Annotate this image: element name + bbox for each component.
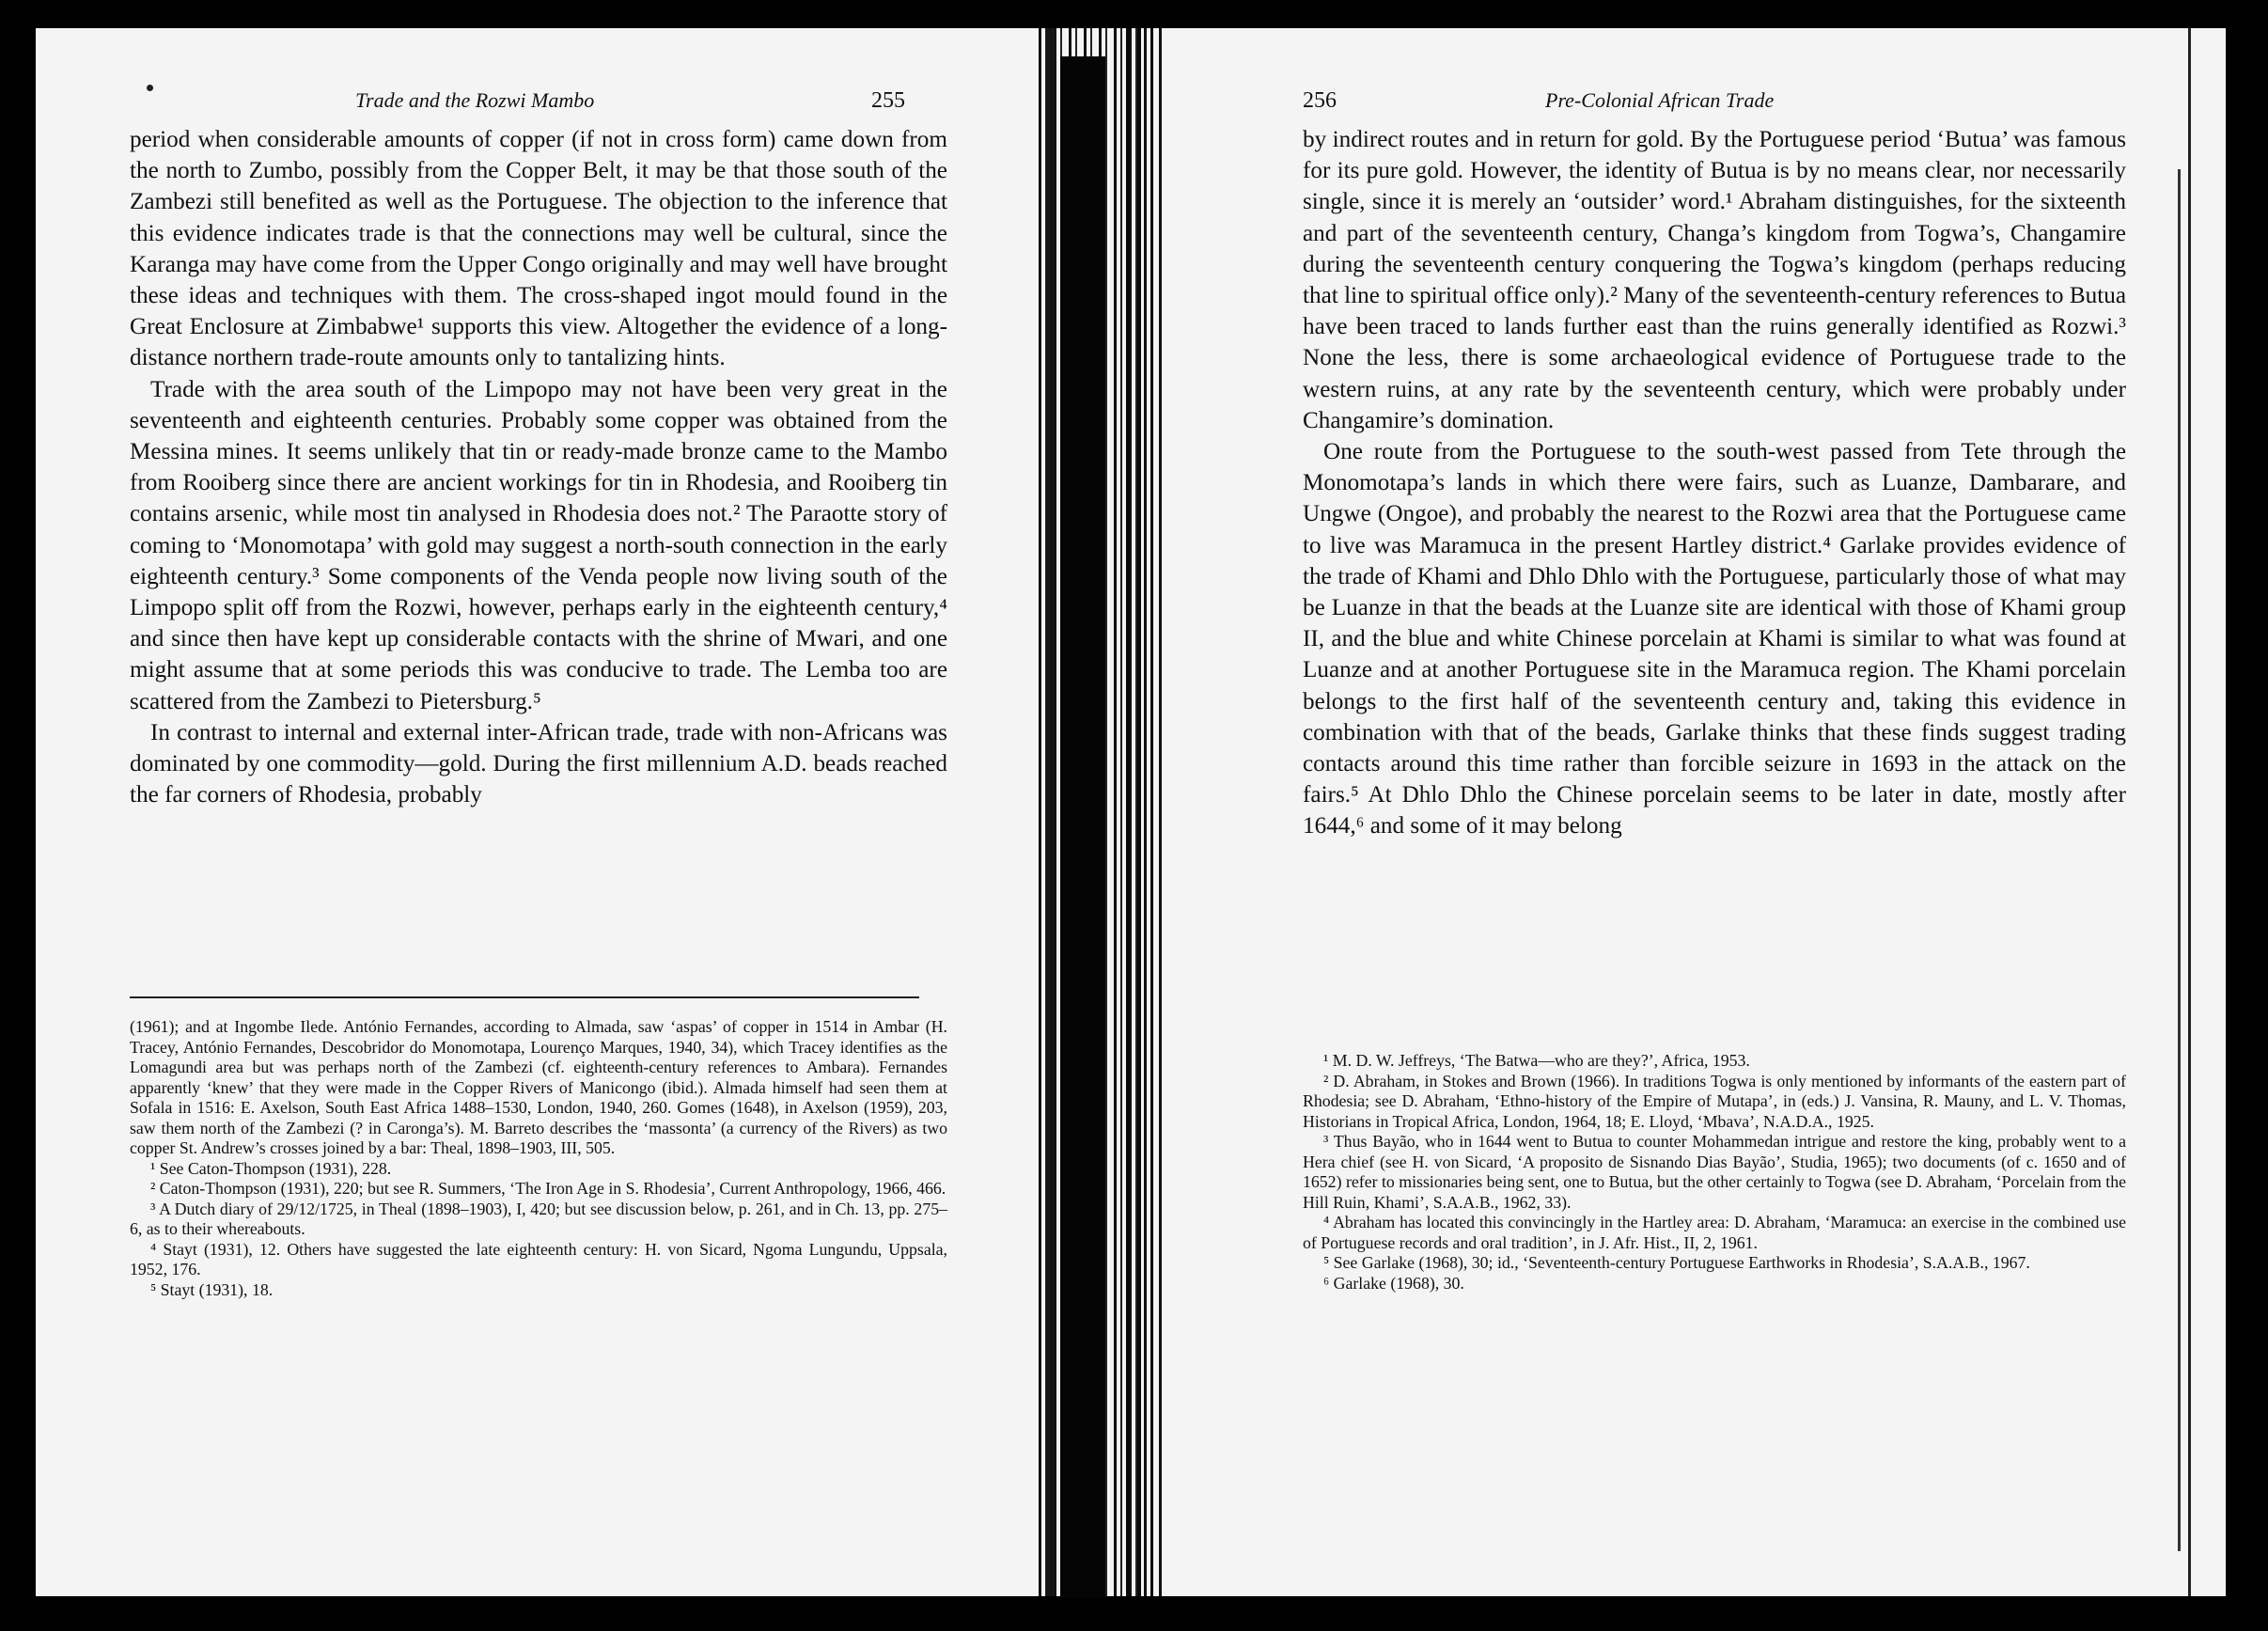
left-paragraph-1: period when considerable amounts of copper (if not in cross form) came down from the north to Zumbo, possibly from the Copper Belt, it may be that those south of the Zambezi still benefited as well as the Portuguese. The objection to the inference that this evidence indicates trade is that the connections may well be cultural, since the Karanga may have come from the Upper Congo originally and may well have brought these ideas and techniques with them. The cross-shaped ingot mould found in the Great Enclosure at Zimbabwe¹ supports this view. Altogether the evidence of a long-distance northern trade-route amounts only to tantalizing hints. bbox=[130, 127, 947, 371]
left-footnote-4: ⁴ Stayt (1931), 12. Others have suggested the late eighteenth century: H. von Sicard, Ngoma Lungundu, Uppsala, 1952, 176. bbox=[130, 1239, 947, 1278]
left-footnote-continued: (1961); and at Ingombe Ilede. António Fernandes, according to Almada, saw ‘aspas’ of copper in 1514 in Ambar (H. Tracey, António Fernandes, Descobridor do Monomotapa, Lourenço Marques, 1940, 34), which Tracey identifies as the Lomagundi area but was perhaps north of the Zambezi (cf. eighteenth-century references to Ambara). Fernandes apparently ‘knew’ that they were made in the Copper Rivers of Manicongo (ibid.). Almada himself had seen them at Sofala in 1516: E. Axelson, South East Africa 1488–1530, London, 1940, 260. Gomes (1648), in Axelson (1959), 203, saw them north of the Zambezi (? in Caronga’s). M. Barreto describes the ‘massonta’ (a currency of the Rivers) as two copper St. Andrew’s crosses joined by a bar: Theal, 1898–1903, III, 505. bbox=[130, 1017, 947, 1157]
left-footnotes bbox=[130, 1017, 947, 1300]
right-footnote-5: ⁵ See Garlake (1968), 30; id., ‘Seventeenth-century Portuguese Earthworks in Rhodesia’, S.A.A.B., 1967. bbox=[1323, 1253, 2030, 1272]
gutter-line bbox=[1150, 28, 1153, 1596]
right-running-head bbox=[1303, 88, 2126, 126]
gutter-line bbox=[1126, 28, 1130, 1596]
left-footnote-3: ³ A Dutch diary of 29/12/1725, in Theal (1898–1903), I, 420; but see discussion below, p. 261, and in Ch. 13, pp. 275–6, as to their whereabouts. bbox=[130, 1199, 947, 1238]
right-footnote-1: ¹ M. D. W. Jeffreys, ‘The Batwa—who are they?’, Africa, 1953. bbox=[1323, 1051, 1750, 1070]
left-page bbox=[130, 28, 947, 1596]
right-page bbox=[1303, 28, 2126, 1596]
right-footnote-3: ³ Thus Bayão, who in 1644 went to Butua to counter Mohammedan intrigue and restore the king, probably went to a Hera chief (see H. von Sicard, ‘A proposito de Sisnando Dias Bayão’, Studia, 1965); two documents (of c. 1650 and of 1652) refer to missionaries being sent, one to Butua, but the other certainly to Togwa (see D. Abraham, ‘Porcelain from the Hill Ruin, Khami’, S.A.A.B., 1962, 33). bbox=[1303, 1132, 2126, 1212]
left-running-head bbox=[130, 88, 947, 126]
right-footnotes bbox=[1303, 1051, 2126, 1294]
gutter-line bbox=[1137, 28, 1141, 1596]
gutter-shadow-left bbox=[1046, 28, 1056, 1596]
gutter-shadow bbox=[1060, 56, 1105, 1598]
right-body-text bbox=[1303, 124, 2126, 842]
left-footnote-2: ² Caton-Thompson (1931), 220; but see R. Summers, ‘The Iron Age in S. Rhodesia’, Current Anthropology, 1966, 466. bbox=[150, 1179, 946, 1198]
page-edge bbox=[2178, 169, 2181, 1551]
page-edge bbox=[2188, 28, 2191, 1596]
left-footnote-rule bbox=[130, 996, 919, 998]
left-footnote-1: ¹ See Caton-Thompson (1931), 228. bbox=[150, 1158, 392, 1178]
left-footnote-5: ⁵ Stayt (1931), 18. bbox=[150, 1279, 274, 1299]
right-footnote-6: ⁶ Garlake (1968), 30. bbox=[1323, 1273, 1464, 1293]
right-paragraph-2: One route from the Portuguese to the south-west passed from Tete through the Monomotapa’s lands in which there were fairs, such as Luanze, Dambarare, and Ungwe (Ongoe), and probably the nearest to the Rozwi area that the Portuguese came to live was Maramuca in the present Hartley district.⁴ Garlake provides evidence of the trade of Khami and Dhlo Dhlo with the Portuguese, particularly those of what may be Luanze in that the beads at the Luanze site are identical with those of Khami group II, and the blue and white Chinese porcelain at Khami is similar to what was found at Luanze and at another Portuguese site in the Maramuca region. The Khami porcelain belongs to the first half of the seventeenth century and, taking this evidence in combination with that of the beads, Garlake thinks that these finds suggest trading contacts around this time rather than forcible seizure in 1693 in the attack on the fairs.⁵ At Dhlo Dhlo the Chinese porcelain seems to be later in date, mostly after 1644,⁶ and some of it may belong bbox=[1303, 439, 2126, 839]
right-running-title: Pre-Colonial African Trade bbox=[1545, 88, 1775, 112]
right-page-number: 256 bbox=[1303, 88, 1337, 113]
right-footnote-2: ² D. Abraham, in Stokes and Brown (1966). In traditions Togwa is only mentioned by informants of the eastern part of Rhodesia; see D. Abraham, ‘Ethno-history of the Empire of Mutapa’, in (eds.) J. Vansina, R. Mauny, and L. V. Thomas, Historians in Tropical Africa, London, 1964, 18; E. Lloyd, ‘Mbava’, N.A.D.A., 1925. bbox=[1303, 1071, 2126, 1131]
left-paragraph-2: Trade with the area south of the Limpopo may not have been very great in the seventeenth and eighteenth centuries. Probably some copper was obtained from the Messina mines. It seems unlikely that tin or ready-made bronze came to the Mambo from Rooiberg since there are ancient workings for tin in Rhodesia, and Rooiberg tin contains arsenic, while most tin analysed in Rhodesia does not.² The Paraotte story of coming to ‘Monomotapa’ with gold may suggest a north-south connection in the early eighteenth century.³ Some components of the Venda people now living south of the Limpopo split off from the Rozwi, however, perhaps early in the eighteenth century,⁴ and since then have kept up considerable contacts with the shrine of Mwari, and one might assume that at some periods this was conducive to trade. The Lemba too are scattered from the Zambezi to Pietersburg.⁵ bbox=[130, 376, 947, 714]
scan-mark bbox=[147, 85, 153, 91]
right-paragraph-1: by indirect routes and in return for gold. By the Portuguese period ‘Butua’ was famous for its pure gold. However, the identity of Butua is by no means clear, nor necessarily single, since it is merely an ‘outsider’ word.¹ Abraham distinguishes, for the sixteenth and part of the seventeenth century, Changa’s kingdom from Togwa’s, Changamire during the seventeenth century conquering the Togwa’s kingdom (perhaps reducing that line to spiritual office only).² Many of the seventeenth-century references to Butua have been traced to lands further east than the ruins generally identified as Rozwi.³ None the less, there is some archaeological evidence of Portuguese trade to the western ruins, at any rate by the seventeenth century, which were probably under Changamire’s domination. bbox=[1303, 127, 2126, 433]
right-footnote-4: ⁴ Abraham has located this convincingly in the Hartley area: D. Abraham, ‘Maramuca: an exercise in the combined use of Portuguese records and oral tradition’, in J. Afr. Hist., II, 2, 1961. bbox=[1303, 1213, 2126, 1252]
left-running-title: Trade and the Rozwi Mambo bbox=[355, 88, 595, 112]
left-body-text bbox=[130, 124, 947, 810]
book-spread bbox=[36, 28, 2226, 1596]
left-paragraph-3: In contrast to internal and external inter-African trade, trade with non-Africans was dominated by one commodity—gold. During the first millennium A.D. beads reached the far corners of Rhodesia, probably bbox=[130, 719, 947, 808]
left-page-number: 255 bbox=[871, 88, 905, 113]
